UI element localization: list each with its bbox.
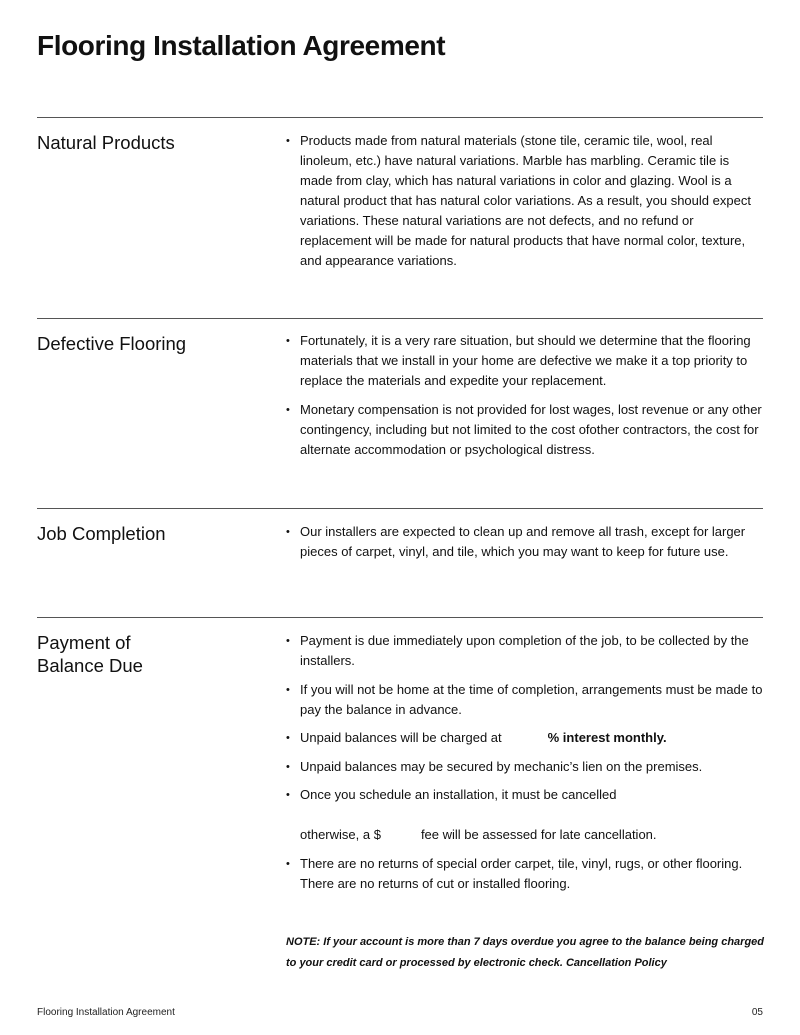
natural-products-list: [286, 131, 764, 280]
item-text: Monetary compensation is not provided for lost wages, lost revenue or any other contingency, including but not limited to the cost ofother contractors, the cost for alternate accommodation or psychological distress.: [300, 401, 762, 457]
list-item: [286, 680, 764, 720]
item-text: There are no returns of special order carpet, tile, vinyl, rugs, or other flooring. There are no returns of cut or installed flooring.: [300, 855, 743, 891]
item-text: fee will be assessed for late cancellation.: [420, 827, 657, 842]
heading-line: Balance Due: [37, 655, 143, 676]
bullet-icon: •: [286, 335, 290, 347]
list-item: [286, 522, 764, 562]
item-text: otherwise, a $: [300, 827, 381, 842]
bullet-icon: •: [286, 683, 290, 696]
defective-flooring-list: [286, 331, 764, 468]
bullet-icon: •: [286, 135, 290, 147]
item-text: Once you schedule an installation, it must be cancelled: [300, 787, 617, 802]
page-title: Flooring Installation Agreement: [37, 30, 446, 61]
section-heading-natural-products: Natural Products: [37, 132, 175, 153]
list-item: [286, 728, 764, 748]
item-text: Our installers are expected to clean up and remove all trash, except for larger pieces of carpet, vinyl, and tile, which you may want to keep for future use.: [300, 524, 746, 559]
list-item: [286, 631, 764, 671]
section-divider: [37, 318, 763, 319]
bullet-icon: •: [286, 635, 290, 647]
section-heading-defective-flooring: Defective Flooring: [37, 333, 187, 354]
bullet-icon: •: [286, 789, 290, 801]
footer-title: Flooring Installation Agreement: [37, 1007, 175, 1018]
page-number: 05: [751, 1007, 763, 1018]
item-text: Fortunately, it is a very rare situation, but should we determine that the flooring materials that we install in your home are defective we make it a top priority to replace the materials and expedite your replacement.: [300, 333, 751, 388]
bullet-icon: •: [286, 857, 290, 870]
payment-list: [286, 631, 764, 902]
heading-line: Payment of: [37, 632, 131, 653]
bullet-icon: •: [286, 760, 290, 773]
section-heading-payment: [37, 631, 143, 677]
item-text: Unpaid balances will be charged at: [300, 730, 502, 745]
section-divider: [37, 617, 763, 618]
section-divider: [37, 508, 763, 509]
list-item: [286, 400, 764, 460]
item-text: If you will not be home at the time of completion, arrangements must be made to pay the balance in advance.: [300, 681, 763, 717]
list-item: [286, 854, 764, 894]
bullet-icon: •: [286, 526, 290, 538]
item-text: Unpaid balances may be secured by mechanic’s lien on the premises.: [300, 758, 703, 774]
list-item: [286, 785, 764, 845]
bullet-icon: •: [286, 732, 290, 744]
list-item: [286, 331, 764, 391]
job-completion-list: [286, 522, 764, 571]
item-text: Payment is due immediately upon completion of the job, to be collected by the installers.: [300, 633, 749, 668]
list-item: [286, 131, 764, 271]
overdue-note: NOTE: If your account is more than 7 days overdue you agree to the balance being charged to your credit card or processed by electronic check. Cancellation Policy: [286, 936, 765, 969]
item-text: Products made from natural materials (stone tile, ceramic tile, wool, real linoleum, etc.) have natural variations. Marble has marbling. Ceramic tile is made from clay, which has natural variations in color and glazing. Wool is a natural product that has natural color variations. As a result, you should expect variations. These natural variations are not defects, and no refund or replacement will be made for natural products that have normal color, texture, and appearance variations.: [300, 133, 751, 268]
section-divider: [37, 117, 763, 118]
list-item: [286, 757, 764, 777]
section-heading-job-completion: Job Completion: [37, 523, 166, 544]
bullet-icon: •: [286, 403, 290, 416]
item-text-bold: % interest monthly.: [547, 730, 667, 745]
